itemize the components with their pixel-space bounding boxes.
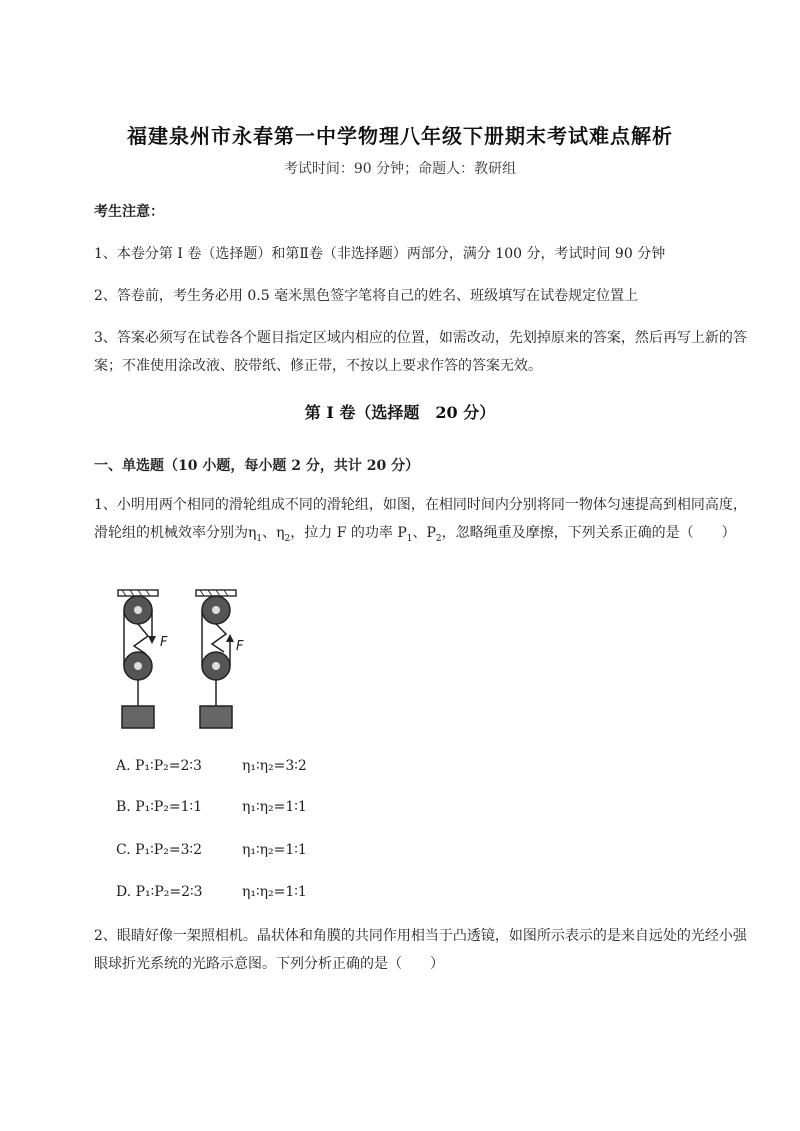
option-b-letter: B.: [116, 799, 131, 815]
section-title: [0, 400, 800, 423]
q1-eta1: η: [248, 525, 257, 541]
option-c[interactable]: [116, 840, 307, 860]
question-2-stem: 2、眼睛好像一架照相机。晶状体和角膜的共同作用相当于凸透镜，如图所示表示的是来自远处的光经小强眼球折光系统的光路示意图。下列分析正确的是（ ）: [94, 928, 747, 972]
force-label-left: F: [160, 635, 168, 650]
option-b-power: P₁∶P₂=1∶1: [135, 799, 203, 815]
pulley-diagram: [112, 588, 262, 730]
notice-item-3: 3、答案必须写在试卷各个题目指定区域内相应的位置，如需改动，先划掉原来的答案，然后再写上新的答案；不准使用涂改液、胶带纸、修正带，不按以上要求作答的答案无效。: [94, 330, 747, 374]
notice-item-2: 2、答卷前，考生务必用 0.5 毫米黑色签字笔将自己的姓名、班级填写在试卷规定位置上: [94, 288, 639, 304]
load-right: [200, 706, 232, 728]
q1-stem-b: ，拉力 F 的功率 P: [290, 525, 407, 541]
section-title-score: 20 分）: [435, 403, 496, 422]
q1-eta2: η: [276, 525, 285, 541]
option-d-efficiency: η₁∶η₂=1∶1: [242, 884, 307, 900]
q1-stem-c: ，忽略绳重及摩擦，下列关系正确的是（ ）: [441, 525, 736, 541]
section-title-main: 第 I 卷（选择题: [304, 403, 420, 422]
option-c-letter: C.: [116, 842, 131, 858]
option-c-efficiency: η₁∶η₂=1∶1: [242, 842, 307, 858]
force-label-right: F: [236, 639, 244, 654]
option-d[interactable]: [116, 882, 307, 902]
option-a-letter: A.: [116, 758, 131, 774]
option-d-letter: D.: [116, 884, 132, 900]
option-a[interactable]: [116, 756, 307, 776]
q1-stem-a: 1、小明用两个相同的滑轮组成不同的滑轮组，如图，在相同时间内分别将同一物体匀速提高到相同高度，滑轮组的机械效率分别为: [94, 497, 747, 541]
notice-heading: 考生注意：: [94, 204, 164, 220]
option-a-efficiency: η₁∶η₂=3∶2: [242, 758, 307, 774]
page-title: 福建泉州市永春第一中学物理八年级下册期末考试难点解析: [127, 124, 673, 148]
option-b-efficiency: η₁∶η₂=1∶1: [242, 799, 307, 815]
option-a-power: P₁∶P₂=2∶3: [135, 758, 202, 774]
pulley-figure: [112, 588, 262, 734]
option-b[interactable]: [116, 797, 307, 817]
notice-item-1: 1、本卷分第 I 卷（选择题）和第Ⅱ卷（非选择题）两部分，满分 100 分，考试时间 90 分钟: [94, 246, 666, 262]
question-1-stem: 1、小明用两个相同的滑轮组成不同的滑轮组，如图，在相同时间内分别将同一物体匀速提高到相同高度，滑轮组的机械效率分别为$\eta_1$、$\eta_2$，拉力 F 的功率 $P_1$、$P_2$，忽略绳重及摩擦，下列关系正确的是（ ）: [94, 497, 747, 544]
option-c-power: P₁∶P₂=3∶2: [135, 842, 203, 858]
part-heading: 一、单选题（10 小题，每小题 2 分，共计 20 分）: [94, 458, 420, 474]
load-left: [122, 706, 154, 728]
option-d-power: P₁∶P₂=2∶3: [135, 884, 203, 900]
page-subtitle: 考试时间：90 分钟；命题人：教研组: [283, 161, 517, 177]
